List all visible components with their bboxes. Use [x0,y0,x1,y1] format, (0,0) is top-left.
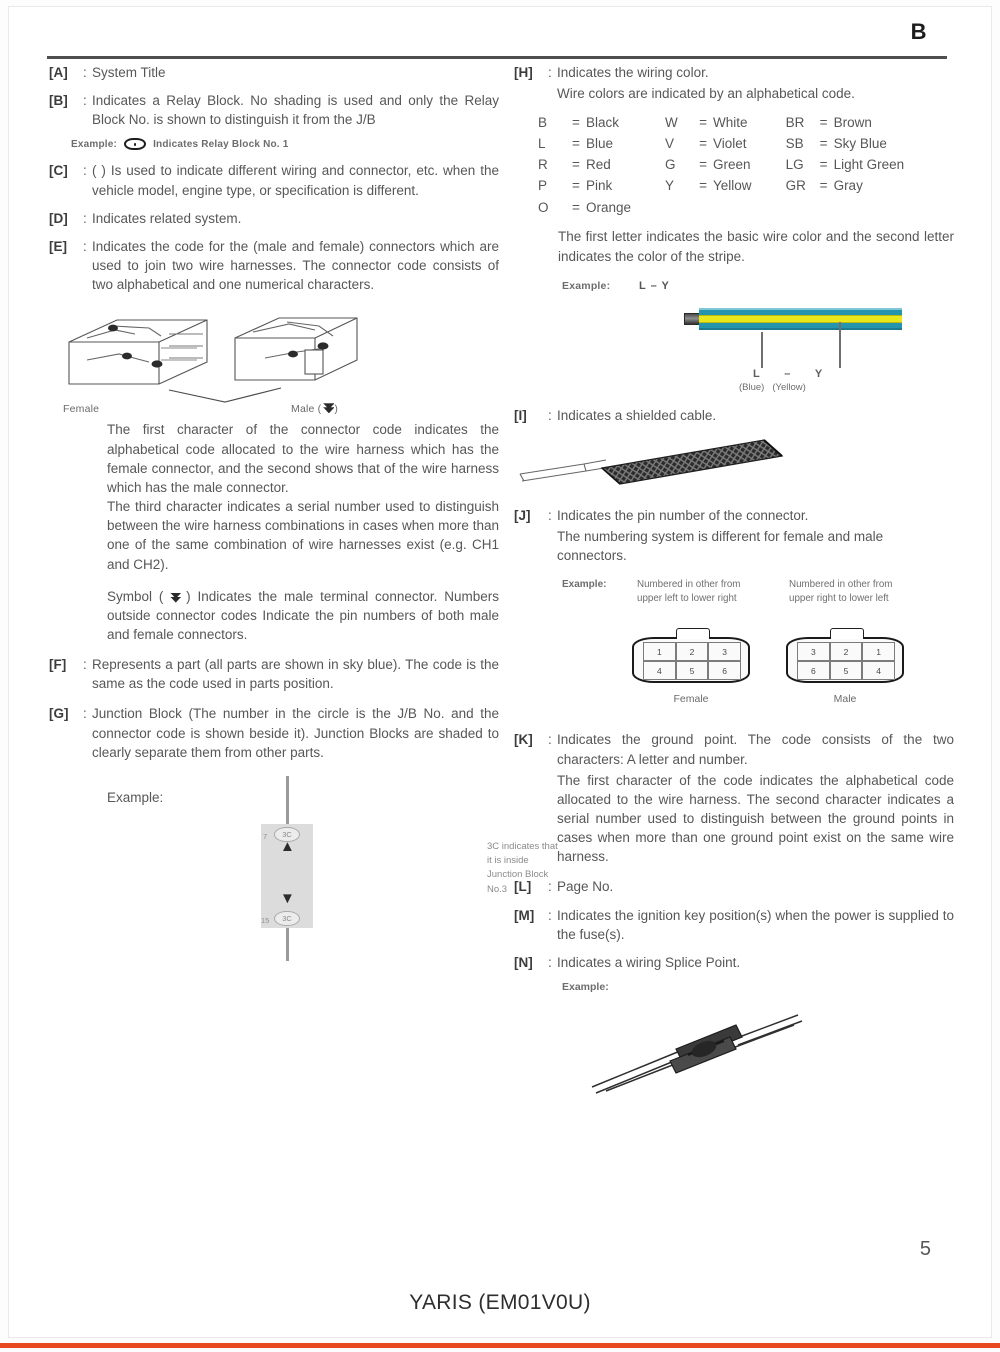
color-eq-6: = [572,157,580,173]
legend-text-g: Junction Block (The number in the circle is the J/B No. and the connector code is shown beside it). Junction Blocks are shaded to clearly separate them from other parts. [92,706,499,760]
pin-cell: 3 [708,642,741,661]
colon-b: : [83,93,87,109]
legend-item-f [49,655,499,693]
wire-legend-code-right: Y [814,367,823,380]
legend-tag-b: [B] [49,93,68,109]
color-code-9: P [538,178,548,194]
splice-point-example [514,981,954,1101]
jb-pin-label-top: 7 [263,831,268,841]
color-eq-11: = [819,178,828,194]
footer-title: YARIS (EM01V0U) [409,1291,591,1314]
legend-k-para2: The first character of the code indicates the alphabetical code allocated to the wire harness. The second character indicates a serial number used to distinguish between the ground points in cases when more than one ground point exist on the same wire harness. [557,772,954,865]
jb-note-line-0: 3C indicates that [487,840,558,852]
color-code-10: Y [665,178,675,194]
right-column [514,63,954,1101]
legend-e-para3-post: ) Indicates the male terminal connector. Numbers outside connector codes Indicate the pin numbers of both male and female connectors. [107,588,499,642]
wire-stripe-color [699,315,902,323]
color-code-2: BR [785,114,805,130]
table-row [538,112,938,133]
colon-m: : [548,907,552,923]
example-code-h: L – Y [639,279,670,292]
legend-h-line1: Indicates the wiring color. [557,65,709,80]
legend-text-d: Indicates related system. [92,210,242,226]
color-eq-4: = [699,136,707,152]
page-header [47,17,947,59]
colon-d: : [83,210,87,226]
colon-e: : [83,238,87,254]
legend-item-i [514,406,954,425]
colon-k: : [548,732,552,748]
legend-tag-j: [J] [514,507,531,523]
legend-item-g [49,704,499,761]
male-pin-grid [797,642,895,680]
legend-item-h [514,63,954,103]
figure-caption-female: Female [63,403,100,416]
section-letter: B [910,19,927,44]
color-eq-2: = [819,114,828,130]
pin-cell: 4 [643,661,676,680]
legend-item-k [514,730,954,866]
example-label-n: Example: [562,981,609,994]
example-label-j: Example: [562,579,607,591]
color-name-2: Brown [833,114,872,130]
pin-cell: 5 [830,661,863,680]
bottom-accent-bar [0,1343,1000,1348]
wire-legend-dash: – [784,367,791,380]
legend-text-i: Indicates a shielded cable. [557,407,717,423]
header-divider [47,56,947,59]
wire-legend-codes [739,368,823,380]
page-canvas [8,6,992,1338]
male-connector-diagram [786,637,904,706]
colon-i: : [548,407,552,423]
relay-block-circle-icon [124,138,146,150]
wire-illustration [684,306,902,332]
legend-tag-n: [N] [514,954,533,970]
table-row [538,134,938,155]
example-label-g: Example: [107,789,164,805]
legend-tag-i: [I] [514,407,527,423]
legend-text-n: Indicates a wiring Splice Point. [557,954,741,970]
legend-e-para1: The first character of the connector code indicates the alphabetical code allocated to the wire harness which has the female connector, and the second shows that of the wire harness which has the male connector. [107,422,499,495]
legend-tag-l: [L] [514,879,532,895]
junction-block-example [49,776,558,961]
legend-item-a [49,63,499,82]
male-terminal-symbol-icon [323,403,332,412]
legend-item-e [49,237,499,294]
colon-n: : [548,954,552,970]
male-connector-body [786,637,904,683]
legend-tag-c: [C] [49,163,68,179]
relay-block-example [71,138,499,150]
legend-text-a: System Title [92,65,166,80]
colon-a: : [83,65,87,80]
colon-h: : [548,65,552,80]
color-eq-3: = [572,136,580,152]
color-name-7: Green [713,157,751,173]
figure-caption-male [291,403,338,415]
pin-cell: 6 [708,661,741,680]
color-name-10: Yellow [713,178,752,194]
legend-e-para3-pre: Symbol ( [107,588,164,604]
jb-arrow-up-icon: ▲ [280,837,295,855]
color-code-6: R [538,157,548,173]
splice-point-svg [584,1003,834,1095]
page-number: 5 [919,1238,931,1260]
figure-caption-male-text: Male ( [291,403,322,416]
legend-text-j [557,506,954,565]
color-code-3: L [538,136,546,152]
pin-note-male: Numbered in other from upper right to lower left [789,579,893,605]
legend-e-para3 [107,587,499,644]
color-name-11: Gray [833,178,863,194]
male-terminal-symbol-icon-inline [170,593,179,602]
legend-k-para1: Indicates the ground point. The code consists of the two characters: A letter and number. [557,732,954,767]
legend-item-b [49,91,499,129]
legend-text-f: Represents a part (all parts are shown in sky blue). The code is the same as the code used in parts position. [92,657,499,692]
left-column [49,63,558,961]
color-code-7: G [665,157,676,173]
jb-pin-label-bottom: 15 [261,915,270,925]
legend-item-m [514,906,954,944]
legend-tag-k: [K] [514,732,533,748]
color-eq-0: = [572,114,580,130]
color-name-1: White [713,114,748,130]
color-name-3: Blue [586,136,614,152]
pin-cell: 2 [676,642,709,661]
example-label-b: Example: [71,138,118,150]
example-label-h: Example: [562,279,611,292]
legend-item-n [514,953,954,972]
color-name-4: Violet [713,136,747,152]
connector-pair-illustration [49,304,499,416]
colon-l: : [548,879,552,895]
wire-legend-code-left: L [753,367,761,380]
legend-tag-d: [D] [49,210,68,226]
color-code-8: LG [785,157,804,173]
color-name-5: Sky Blue [833,136,887,152]
color-name-6: Red [586,157,611,173]
female-pin-grid [643,642,741,680]
color-name-9: Pink [586,178,613,194]
legend-h-line2: Wire colors are indicated by an alphabetical code. [557,86,855,102]
jb-code-circle-bottom: 3C [274,911,300,926]
color-eq-7: = [699,157,707,173]
pin-cell: 1 [862,642,895,661]
splice-point-illustration [584,1003,834,1100]
wire-legend-name-right: (Yellow) [772,381,806,393]
color-eq-5: = [819,136,828,152]
color-name-0: Black [586,114,620,130]
wire-legend-names [739,382,823,393]
legend-text-e: Indicates the code for the (male and female) connectors which are used to join two wire harnesses. The connector code consists of two alphabetical and one numerical characters. [92,238,499,293]
colon-j: : [548,507,552,523]
legend-j-line2: The numbering system is different for female and male connectors. [557,529,884,564]
legend-tag-e: [E] [49,238,67,254]
color-eq-10: = [699,178,707,194]
legend-item-j [514,506,954,565]
color-code-11: GR [785,178,806,194]
legend-text-h [557,63,954,103]
color-code-1: W [665,114,678,130]
color-code-12: O [538,199,549,215]
example-text-b: Indicates Relay Block No. 1 [153,138,289,150]
wire-leader-stripe [839,322,841,368]
legend-e-paragraphs [107,420,499,644]
legend-tag-a: [A] [49,65,68,80]
shielded-cable-illustration [514,434,954,506]
jb-code-circle-top: 3C [274,827,300,842]
jb-arrow-down-icon: ▼ [280,889,295,907]
color-name-8: Light Green [833,157,905,173]
legend-e-para2: The third character indicates a serial number used to distinguish between the wire harness combinations in cases when more than one of the same combination of wire harnesses exist (e.g. CH1 and CH2). [107,499,499,572]
legend-h-note: The first letter indicates the basic wire color and the second letter indicates the color of the stripe. [558,229,954,264]
female-connector-diagram [632,637,750,706]
pin-numbering-example [514,575,954,730]
legend-tag-h: [H] [514,65,533,80]
color-name-12: Orange [586,199,632,215]
figure-caption-male-tail: ) [334,403,339,416]
pin-note-female: Numbered in other from upper left to lower right [637,579,741,605]
color-code-5: SB [785,136,804,152]
table-row [538,197,938,218]
jb-note-line-3: No.3 [487,883,508,895]
jb-note-line-2: Junction Block [487,869,549,881]
colon-g: : [83,706,87,722]
wire-legend [739,368,823,393]
pin-cell: 6 [797,661,830,680]
table-row [538,155,938,176]
junction-block-diagram [217,776,558,961]
legend-tag-f: [F] [49,657,67,673]
shielded-cable-svg [514,434,834,504]
male-connector-latch [830,628,864,639]
legend-text-b: Indicates a Relay Block. No shading is used and only the Relay Block No. is shown to distinguish it from the J/B [92,93,499,128]
pin-cell: 1 [643,642,676,661]
color-eq-12: = [572,199,580,215]
legend-tag-g: [G] [49,706,69,722]
legend-text-m: Indicates the ignition key position(s) when the power is supplied to the fuse(s). [557,907,954,942]
female-connector-body [632,637,750,683]
jb-note-line-1: it is inside [487,855,529,867]
legend-j-line1: Indicates the pin number of the connector. [557,507,809,523]
legend-text-l: Page No. [557,879,614,895]
male-connector-caption: Male [833,693,857,706]
wire-legend-name-left: (Blue) [739,381,765,393]
colon-f: : [83,657,87,673]
color-code-4: V [665,136,675,152]
pin-cell: 2 [830,642,863,661]
color-code-0: B [538,114,548,130]
color-eq-1: = [699,114,707,130]
legend-item-d [49,209,499,228]
pin-cell: 3 [797,642,830,661]
table-row [538,176,938,197]
legend-item-c [49,161,499,199]
wire-color-code-table [538,112,938,218]
legend-tag-m: [M] [514,907,535,923]
wire-leader-base [761,332,763,368]
female-connector-latch [676,628,710,639]
legend-item-l [514,877,954,896]
wire-color-example [514,280,954,406]
wire-terminal-tip [684,313,700,325]
legend-text-c: ( ) Is used to indicate different wiring and connector, etc. when the vehicle model, engine type, or specification is different. [92,163,499,198]
color-eq-8: = [819,157,828,173]
female-connector-caption: Female [673,693,709,706]
connector-pair-svg [57,304,387,404]
pin-cell: 4 [862,661,895,680]
colon-c: : [83,163,87,179]
legend-text-k [557,730,954,866]
color-eq-9: = [572,178,580,194]
pin-cell: 5 [676,661,709,680]
